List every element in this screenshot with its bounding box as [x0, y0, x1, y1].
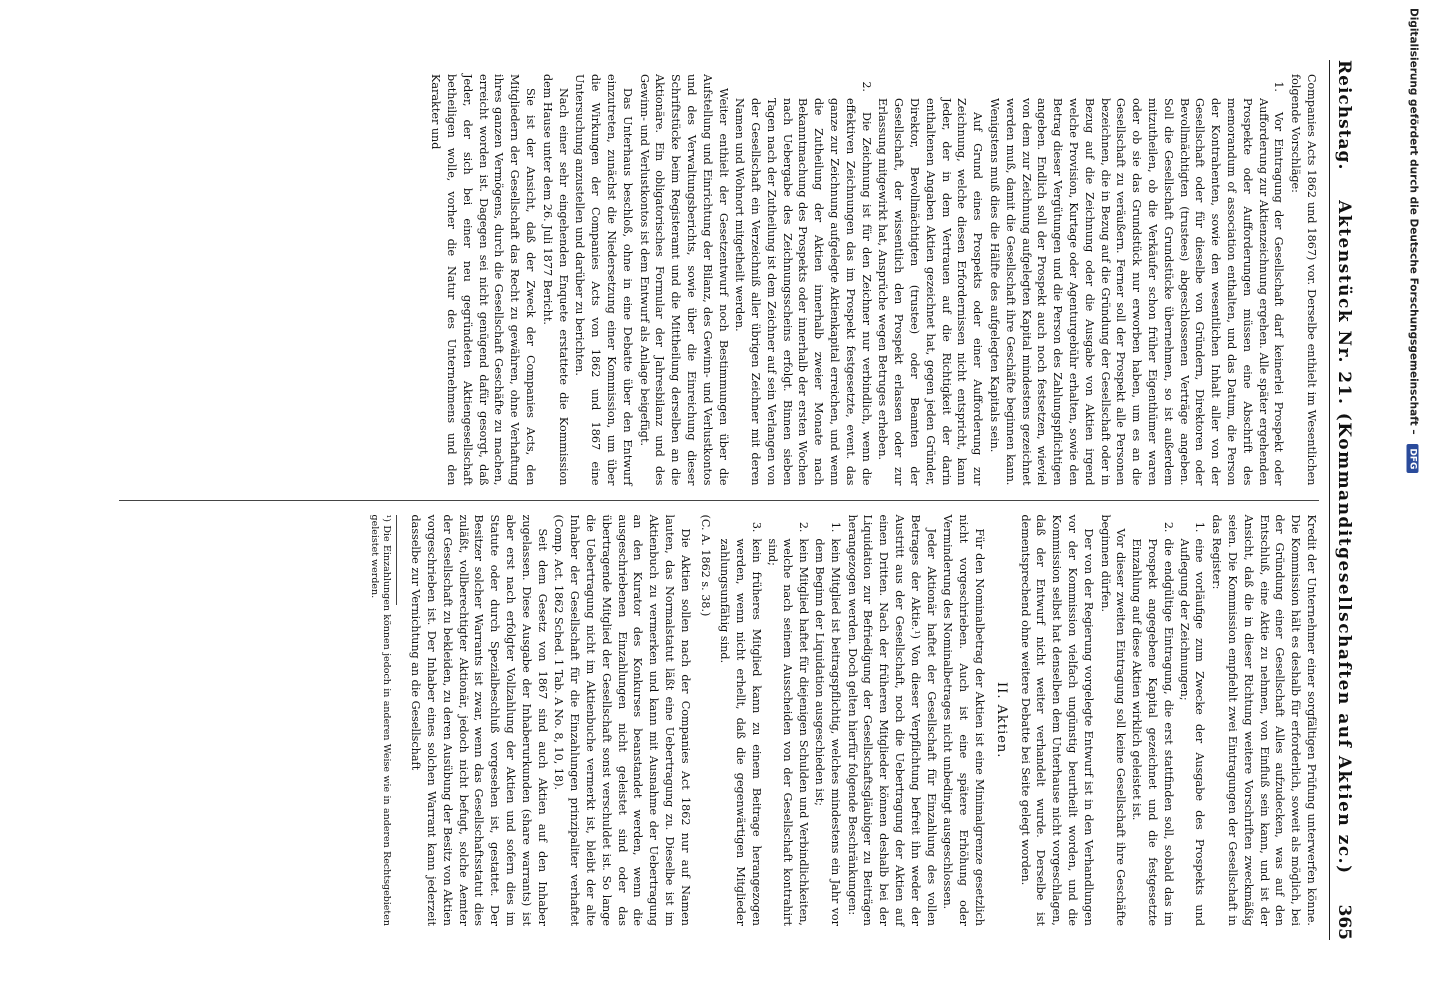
- item-number: 2.: [797, 521, 811, 533]
- paragraph: Weiter enthielt der Gesetzentwurf noch Bestimmungen über die Aufstellung und Einrichtung der Bilanz, des Gewinn- und Verlustkontos und des Verwaltungsberichts, sowie über die Einreichung dieser Schriftstücke beim Registeramt und die Mittheilung derselben an die Aktionäre. Ein obligatorisches Formular der Jahresbilanz und des Gewinn- und Verlustkontos ist dem Entwurf als Anlage beigefügt.: [637, 74, 730, 486]
- item-text: kein früheres Mitglied kann zu einem Beitrage herangezogen werden, wenn nicht erhellt, daß die gegenwärtigen Mitglieder zahlungsunfähig sind.: [718, 538, 763, 926]
- list-item: [1176, 515, 1208, 927]
- header-left: Reichstag.: [1334, 60, 1354, 171]
- dfg-logo: DFG: [1407, 444, 1419, 473]
- paragraph: Sie ist der Ansicht, daß der Zweck der Companies Acts, den Mitgliedern der Gesellschaft das Recht zu gewähren, ohne Verhaftung ihres ganzen Vermögens, durch die Gesellschaft Geschäfte zu machen, erreicht worden ist. Dagegen sei nicht genügend dafür gesorgt, daß Jeder, der sich bei einer neu gegründeten Aktiengesellschaft betheiligen wolle, vorher die Natur des Unternehmens und den Karakter und: [429, 74, 537, 486]
- list-item: [874, 74, 1287, 486]
- paragraph: Die Aktien sollen nach der Companies Act 1862 nur auf Namen lauten, das Normalstatut läßt eine Uebertragung zu. Dieselbe ist im Aktienbuch zu vermerken und kann mit Ausnahme der Uebertragung an den Kurator des Konkurses beanstandet werden, wenn die ausgeschriebenen Einzahlungen nicht geleistet sind oder das übertragende Mitglied der Gesellschaft sonst verschuldet ist. So lange die Uebertragung nicht im Aktienbuche vermerkt ist, bleibt der alte Inhaber der Gesellschaft für die Einzahlungen prinzipaliter verhaftet (Comp. Act. 1862 Sched. 1 Tab. A No. 8, 10, 18).: [552, 514, 692, 926]
- left-column: [119, 60, 1319, 500]
- digitization-credit: [1400, 0, 1426, 1000]
- paragraph: Der von der Regierung vorgelegte Entwurf ist in den Verhandlungen vor der Kommission vielfach ungünstig beurtheilt worden, und die Kommission selbst hat denselben dem Unterhause nicht vorgeschlagen, daß der Entwurf nicht weiter verhandelt wurde. Derselbe ist dementsprechend ohne weitere Debatte bei Seite gelegt worden.: [1018, 514, 1095, 926]
- list-item: [811, 515, 843, 927]
- paragraph: Jeder Aktionär haftet der Gesellschaft für Einzahlung des vollen Betrages der Aktie.¹) Von dieser Verpflichtung befreit ihn weder der Austritt aus der Gesellschaft, noch die Uebertragung der Aktien auf einen Dritten. Nach der früheren Mitglieder können deshalb bei der Liquidation zur Befriedigung der Gesellschaftsgläubiger zu Beiträgen herangezogen werden. Doch gelten hierfür folgende Beschränkungen:: [845, 514, 938, 926]
- item-text: kein Mitglied ist beitragspflichtig, welches mindestens ein Jahr vor dem Beginn der Liquidation ausgeschieden ist;: [813, 538, 842, 926]
- document-page: [36, 20, 1396, 980]
- citation: (C. A. 1862 s. 38.): [698, 514, 712, 617]
- list-item: [764, 515, 811, 927]
- paragraph: Vor dieser zweiten Eintragung soll keine Gesellschaft ihre Geschäfte beginnen dürfen.: [1098, 514, 1128, 926]
- paragraph: Nach einer sehr eingehenden Enquete erstattete die Kommission dem Hause unter dem 26. Juli 1877 Bericht.: [540, 74, 570, 486]
- header-title: Aktenstück Nr. 21. (Kommanditgesellschaften auf Aktien zc.): [1334, 200, 1354, 875]
- paragraph: Die Zeichnung ist für den Zeichner nur verbindlich, wenn die effektiven Zeichnungen das im Prospekt festgesetzte, event. das ganze zur Zeichnung aufgelegte Aktienkapital erreichen, und wenn die Zutheilung der Aktien innerhalb zweier Monate nach Bekanntmachung des Prospekts oder innerhalb der ersten Wochen nach Uebergabe des Zeichnungsscheins erfolgt. Binnen sieben Tagen nach der Zutheilung ist dem Zeichner auf sein Verlangen von der Gesellschaft ein Verzeichniß aller übrigen Zeichner mit deren Namen und Wohnort mitgetheilt werden.: [733, 98, 873, 486]
- item-text: die endgültige Eintragung, die erst stattfinden soll, sobald das im Prospekt angegebene Kapital gezeichnet und die festgesetzte Einzahlung auf diese Aktien wirklich geleistet ist.: [1130, 538, 1175, 926]
- item-number: 2.: [1161, 521, 1175, 533]
- credit-text: Digitalisierung gefördert durch die Deutsche Forschungsgemeinschaft –: [1407, 8, 1420, 435]
- section-heading: II. Aktien.: [993, 682, 1009, 759]
- paragraph: Kredit der Unternehmer einer sorgfältigen Prüfung unterwerfen könne. Die Kommission hält es deshalb für erforderlich, soweit als möglich, bei der Gründung einer Gesellschaft Alles aufzudecken, was auf den Entschluß, eine Aktie zu nehmen, von Einfluß sein kann, und ist der Ansicht, daß die in dieser Richtung weitere Vorschriften zweckmäßig seien. Die Kommission empfiehlt zwei Eintragungen der Gesellschaft in das Register:: [1210, 514, 1318, 926]
- paragraph: Das Unterhaus beschloß, ohne in eine Debatte über den Entwurf einzutreten, zunächst die Niedersetzung einer Kommission, um über die Wirkungen der Companies Acts von 1862 und 1867 eine Untersuchung anzustellen und darüber zu berichten.: [573, 74, 634, 486]
- item-number: 1.: [1272, 81, 1286, 92]
- list-item: [717, 515, 764, 927]
- paragraph: Companies Acts 1862 und 1867) vor. Derselbe enthielt im Wesentlichen folgende Vorschläge:: [1289, 74, 1318, 486]
- right-column: [119, 501, 1319, 941]
- paragraph: Auf Grund eines Prospekts oder einer Aufforderung zur Zeichnung, welche diesen Erfordernissen nicht entspricht, kann Jeder, der in dem Vertrauen auf die Richtigkeit der darin enthaltenen Angaben Aktien gezeichnet hat, gegen jeden Gründer, Direktor, Bevollmächtigten (trustee) oder Beamten der Gesellschaft, der wissentlich den Prospekt erlassen oder zur Erlassung mitgewirkt hat, Ansprüche wegen Betruges erheben.: [876, 98, 985, 486]
- list-item: [1128, 515, 1175, 927]
- paragraph: Seit dem Gesetz von 1867 sind auch Aktien auf den Inhaber zugelassen. Diese Ausgabe der Inhaberurkunden (share warrants) ist aber erst nach erfolgter Vollzahlung der Aktien und sofern dies im Statute oder durch Spezialbeschluß vorgesehen ist, gestattet. Der Besitzer solcher Warrants ist zwar, wenn das Gesellschaftsstatut dies zuläßt, vollberechtigter Aktionär, jedoch nicht befugt, solche Aemter der Gesellschaft zu bekleiden, zu deren Ausübung der Besitz von Aktien vorgeschrieben ist. Der Inhaber eines solchen Warrant kann jederzeit dasselbe zur Vernichtung an die Gesellschaft: [409, 514, 549, 926]
- page-number: 365: [1334, 904, 1354, 940]
- item-number: 3.: [749, 521, 763, 533]
- paragraph: Vor Eintragung der Gesellschaft darf keinerlei Prospekt oder Aufforderung zur Aktienzeichnung ergehen. Alle später ergehenden Prospekte oder Aufforderungen müssen eine Abschrift des memorandum of association enthalten, und das Datum, die Person der Kontrahenten, sowie den wesentlichen Inhalt aller von der Gesellschaft oder für dieselbe von Gründern, Direktoren oder Bevollmächtigten (trustees) abgeschlossenen Verträge angeben. Soll die Gesellschaft Grundstücke übernehmen, so ist außerdem mitzutheilen, ob die Verkäufer schon früher Eigenthümer waren oder ob sie das Grundstück nur erworben haben, um es an die Gesellschaft zu veräußern. Ferner soll der Prospekt alle Personen bezeichnen, die in Bezug auf die Gründung der Gesellschaft oder in Bezug auf die Zeichnung oder die Ausgabe von Aktien irgend welche Provision, Kurtage oder Agenturgebühr erhalten, sowie den Betrag dieser Vergütungen und die Person des Zahlungspflichtigen angeben. Endlich soll der Prospekt auch noch festsetzen, wieviel von dem zur Zeichnung aufgelegten Kapital mindestens gezeichnet werden muß, damit die Gesellschaft ihre Geschäfte beginnen kann. Wenigstens muß dies die Hälfte des aufgelegten Kapitals sein.: [988, 98, 1286, 486]
- item-text: eine vorläufige zum Zwecke der Ausgabe des Prospekts und Auflegung der Zeichnungen;: [1177, 538, 1207, 926]
- running-header: [1329, 60, 1354, 940]
- paragraph: Für den Nominalbetrag der Aktien ist eine Minimalgrenze gesetzlich nicht vorgeschrieben. Auch ist eine spätere Erhöhung oder Verminderung des Nominalbetrages nicht unbedingt ausgeschlossen.: [941, 514, 987, 926]
- item-text: kein Mitglied haftet für diejenigen Schulden und Verbindlichkeiten, welche nach seinem Ausscheiden von der Gesellschaft kontrahirt sind;: [765, 538, 811, 926]
- list-item: [731, 74, 874, 486]
- item-number: 1.: [828, 521, 842, 533]
- text-columns: [119, 60, 1319, 940]
- item-number: 2.: [859, 81, 873, 92]
- item-number: 1.: [1193, 521, 1207, 533]
- footnote-divider: [396, 515, 397, 605]
- footnote: ¹) Die Einzahlungen können jedoch in anderen Weise wie in anderen Rechtsgebieten geleistet werden.: [369, 514, 393, 926]
